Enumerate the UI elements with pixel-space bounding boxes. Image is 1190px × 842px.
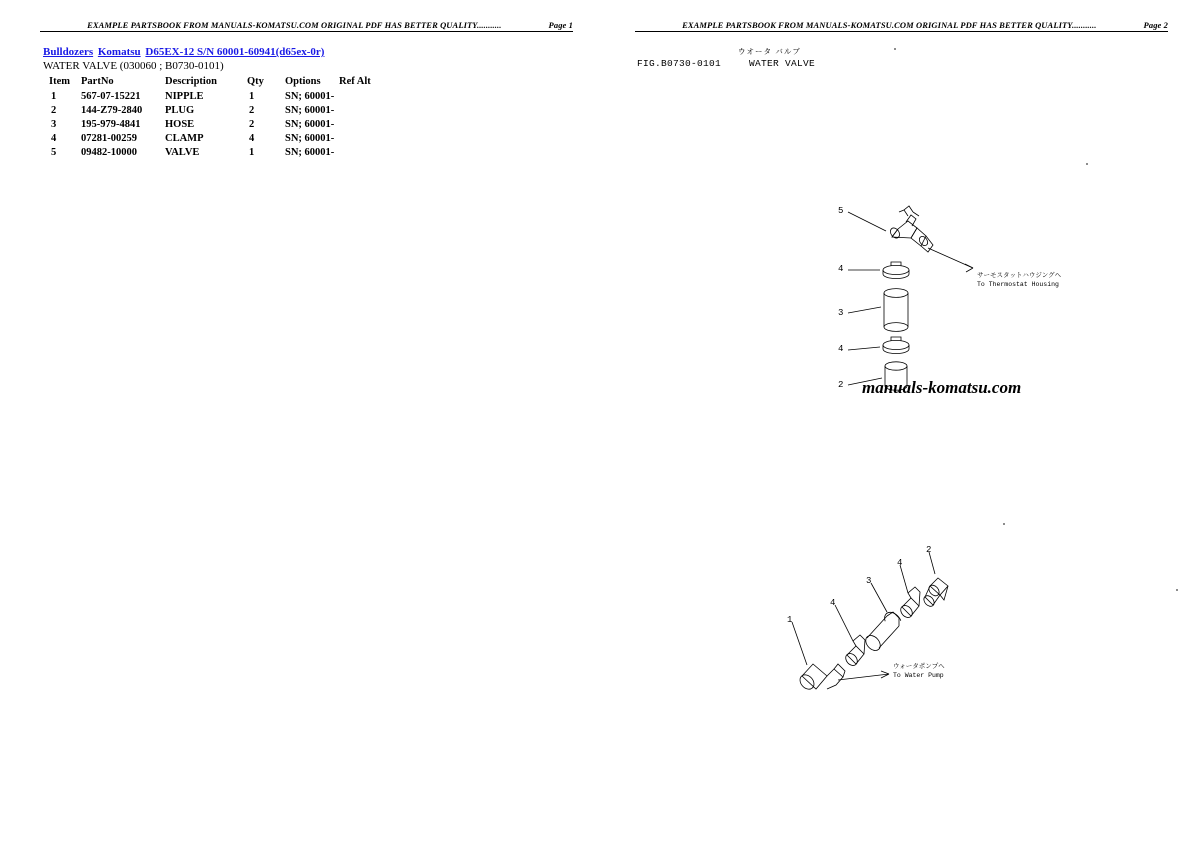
cell-item: 1 bbox=[51, 91, 57, 102]
cell-qty: 4 bbox=[249, 133, 255, 144]
breadcrumb-category[interactable]: Bulldozers bbox=[43, 46, 94, 58]
callout-3-top: 3 bbox=[838, 308, 844, 318]
cell-options: SN; 60001- bbox=[285, 105, 335, 116]
cell-partno: 144-Z79-2840 bbox=[81, 105, 143, 116]
column-header-refalt: Ref Alt bbox=[339, 76, 371, 87]
cell-description: PLUG bbox=[165, 105, 195, 116]
cell-qty: 2 bbox=[249, 119, 255, 130]
cell-refalt bbox=[339, 104, 379, 118]
left-header-divider bbox=[40, 31, 573, 32]
table-row[interactable] bbox=[43, 132, 379, 146]
column-header-qty: Qty bbox=[247, 76, 264, 87]
cell-partno: 09482-10000 bbox=[81, 147, 137, 158]
column-header-item: Item bbox=[49, 76, 70, 87]
cell-description: VALVE bbox=[165, 147, 200, 158]
right-page bbox=[595, 0, 1190, 842]
callout-2-bottom: 2 bbox=[926, 545, 932, 555]
breadcrumb[interactable] bbox=[43, 46, 324, 58]
scan-speck bbox=[1086, 163, 1088, 165]
note-waterpump-en: To Water Pump bbox=[893, 672, 944, 680]
scan-speck bbox=[1176, 589, 1178, 591]
left-header-text: EXAMPLE PARTSBOOK FROM MANUALS-KOMATSU.COM ORIGINAL PDF HAS BETTER QUALITY........... bbox=[87, 20, 502, 30]
assembly-title: WATER VALVE (030060 ; B0730-0101) bbox=[43, 60, 224, 72]
note-thermostat-housing bbox=[977, 271, 1061, 290]
cell-refalt bbox=[339, 90, 379, 104]
callout-5-top: 5 bbox=[838, 206, 844, 216]
cell-options: SN; 60001- bbox=[285, 91, 335, 102]
scan-speck bbox=[1003, 523, 1005, 525]
cell-options: SN; 60001- bbox=[285, 133, 335, 144]
parts-table-header-row bbox=[43, 76, 379, 90]
parts-table bbox=[43, 76, 379, 160]
cell-options: SN; 60001- bbox=[285, 119, 335, 130]
figure-caption bbox=[637, 58, 815, 69]
left-page-number: Page 1 bbox=[548, 20, 573, 30]
breadcrumb-model[interactable]: D65EX-12 S/N 60001-60941(d65ex-0r) bbox=[145, 46, 325, 58]
figure-jp-title: ウオータ バルブ bbox=[738, 47, 801, 56]
figure-number: FIG.B0730-0101 bbox=[637, 58, 722, 69]
note-thermostat-en: To Thermostat Housing bbox=[977, 281, 1059, 289]
note-waterpump-jp: ウォータポンプへ bbox=[893, 662, 945, 670]
cell-description: CLAMP bbox=[165, 133, 204, 144]
cell-refalt bbox=[339, 146, 379, 160]
table-row[interactable] bbox=[43, 90, 379, 104]
table-row[interactable] bbox=[43, 146, 379, 160]
cell-qty: 1 bbox=[249, 91, 255, 102]
table-row[interactable] bbox=[43, 118, 379, 132]
callout-4b-top: 4 bbox=[838, 344, 844, 354]
cell-description: HOSE bbox=[165, 119, 195, 130]
cell-item: 4 bbox=[51, 133, 57, 144]
cell-refalt bbox=[339, 118, 379, 132]
callout-4-bottom: 4 bbox=[830, 598, 836, 608]
column-header-options: Options bbox=[285, 76, 321, 87]
cell-qty: 2 bbox=[249, 105, 255, 116]
table-row[interactable] bbox=[43, 104, 379, 118]
cell-refalt bbox=[339, 132, 379, 146]
callout-4b-bottom: 4 bbox=[897, 558, 903, 568]
right-page-number: Page 2 bbox=[1143, 20, 1168, 30]
callout-1-bottom: 1 bbox=[787, 615, 793, 625]
right-page-header bbox=[635, 20, 1168, 30]
cell-description: NIPPLE bbox=[165, 91, 204, 102]
cell-options: SN; 60001- bbox=[285, 147, 335, 158]
cell-qty: 1 bbox=[249, 147, 255, 158]
cell-partno: 567-07-15221 bbox=[81, 91, 141, 102]
cell-item: 5 bbox=[51, 147, 57, 158]
right-header-divider bbox=[635, 31, 1168, 32]
cell-partno: 195-979-4841 bbox=[81, 119, 141, 130]
column-header-partno: PartNo bbox=[81, 76, 114, 87]
left-page-header bbox=[40, 20, 573, 30]
cell-item: 3 bbox=[51, 119, 57, 130]
note-water-pump bbox=[893, 662, 945, 681]
breadcrumb-brand[interactable]: Komatsu bbox=[97, 46, 141, 58]
note-thermostat-jp: サーモスタットハウジングへ bbox=[977, 271, 1062, 279]
right-header-text: EXAMPLE PARTSBOOK FROM MANUALS-KOMATSU.COM ORIGINAL PDF HAS BETTER QUALITY........... bbox=[682, 20, 1097, 30]
cell-partno: 07281-00259 bbox=[81, 133, 137, 144]
column-header-description: Description bbox=[165, 76, 217, 87]
callout-4-top: 4 bbox=[838, 264, 844, 274]
cell-item: 2 bbox=[51, 105, 57, 116]
callout-2-top: 2 bbox=[838, 380, 844, 390]
watermark: manuals-komatsu.com bbox=[862, 378, 1022, 397]
scan-speck bbox=[894, 48, 896, 50]
figure-name: WATER VALVE bbox=[749, 58, 816, 69]
callout-3-bottom: 3 bbox=[866, 576, 872, 586]
